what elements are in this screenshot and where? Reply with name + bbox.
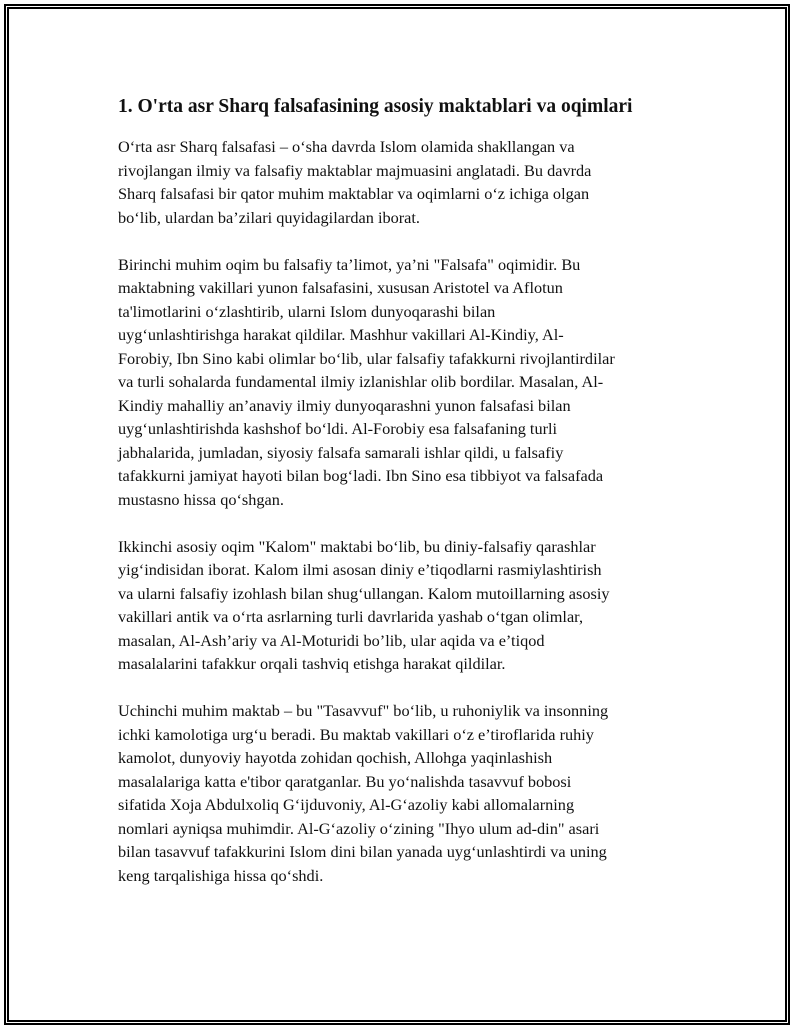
text-line: mustasno hissa qo‘shgan. xyxy=(118,489,284,509)
paragraph-tasavvuf xyxy=(118,699,678,887)
text-line: ta'limotlarini o‘zlashtirib, ularni Islom dunyoqarashi bilan xyxy=(118,301,496,321)
text-line: bo‘lib, ulardan ba’zilari quyidagilardan iborat. xyxy=(118,207,420,227)
text-line: Ikkinchi asosiy oqim "Kalom" maktabi bo‘lib, bu diniy-falsafiy qarashlar xyxy=(118,536,596,556)
text-line: Kindiy mahalliy an’anaviy ilmiy dunyoqarashni yunon falsafasi bilan xyxy=(118,395,571,415)
text-line: va turli sohalarda fundamental ilmiy izlanishlar olib bordilar. Masalan, Al- xyxy=(118,372,604,391)
text-line: keng tarqalishiga hissa qo‘shdi. xyxy=(118,865,324,885)
text-line: va ularni falsafiy izohlash bilan shug‘ullangan. Kalom mutoillarning asosiy xyxy=(118,583,610,603)
document-title: 1. O'rta asr Sharq falsafasining asosiy maktablari va oqimlari xyxy=(118,96,633,117)
text-line: nomlari ayniqsa muhimdir. Al-G‘azoliy o‘zining "Ihyo ulum ad-din" asari xyxy=(118,818,600,838)
text-line: masalalarini tafakkur orqali tashviq etishga harakat qildilar. xyxy=(118,654,506,673)
text-line: Uchinchi muhim maktab – bu "Tasavvuf" bo‘lib, u ruhoniylik va insonning xyxy=(118,701,609,720)
text-line: jabhalarida, jumladan, siyosiy falsafa samarali ishlar qildi, u falsafiy xyxy=(118,442,564,462)
text-line: bilan tasavvuf tafakkurini Islom dini bilan yanada uyg‘unlashtirdi va uning xyxy=(118,842,607,861)
text-line: maktabning vakillari yunon falsafasini, xususan Aristotel va Aflotun xyxy=(118,278,563,297)
text-line: masalan, Al-Ash’ariy va Al-Moturidi bo’lib, ular aqida va e’tiqod xyxy=(118,630,545,650)
paragraph-falsafa xyxy=(118,253,678,512)
document-body xyxy=(118,93,678,911)
paragraph-intro xyxy=(118,135,678,229)
text-line: uyg‘unlashtirishda kashshof bo‘ldi. Al-Forobiy esa falsafaning turli xyxy=(118,419,558,438)
text-line: Birinchi muhim oqim bu falsafiy ta’limot, ya’ni "Falsafa" oqimidir. Bu xyxy=(118,254,581,274)
text-line: masalalariga katta e'tibor qaratganlar. Bu yo‘nalishda tasavvuf bobosi xyxy=(118,771,572,791)
text-line: kamolot, dunyoviy hayotda zohidan qochish, Allohga yaqinlashish xyxy=(118,748,553,767)
text-line: Forobiy, Ibn Sino kabi olimlar bo‘lib, ular falsafiy tafakkurni rivojlantirdilar xyxy=(118,348,615,368)
text-line: sifatida Xoja Abdulxoliq G‘ijduvoniy, Al-G‘azoliy kabi allomalarning xyxy=(118,795,575,814)
text-line: O‘rta asr Sharq falsafasi – o‘sha davrda Islom olamida shakllangan va xyxy=(118,137,575,156)
text-line: tafakkurni jamiyat hayoti bilan bog‘ladi. Ibn Sino esa tibbiyot va falsafada xyxy=(118,466,604,485)
text-line: Sharq falsafasi bir qator muhim maktablar va oqimlarni o‘z ichiga olgan xyxy=(118,184,590,203)
paragraph-kalom xyxy=(118,535,678,676)
text-line: ichki kamolotiga urg‘u beradi. Bu maktab vakillari o‘z e’tiroflarida ruhiy xyxy=(118,724,594,744)
text-line: uyg‘unlashtirishga harakat qildilar. Mashhur vakillari Al-Kindiy, Al- xyxy=(118,325,564,344)
text-line: rivojlangan ilmiy va falsafiy maktablar majmuasini anglatadi. Bu davrda xyxy=(118,160,592,180)
text-line: yig‘indisidan iborat. Kalom ilmi asosan diniy e’tiqodlarni rasmiylashtirish xyxy=(118,560,602,579)
text-line: vakillari antik va o‘rta asrlarning turli davrlarida yashab o‘tgan olimlar, xyxy=(118,607,584,626)
